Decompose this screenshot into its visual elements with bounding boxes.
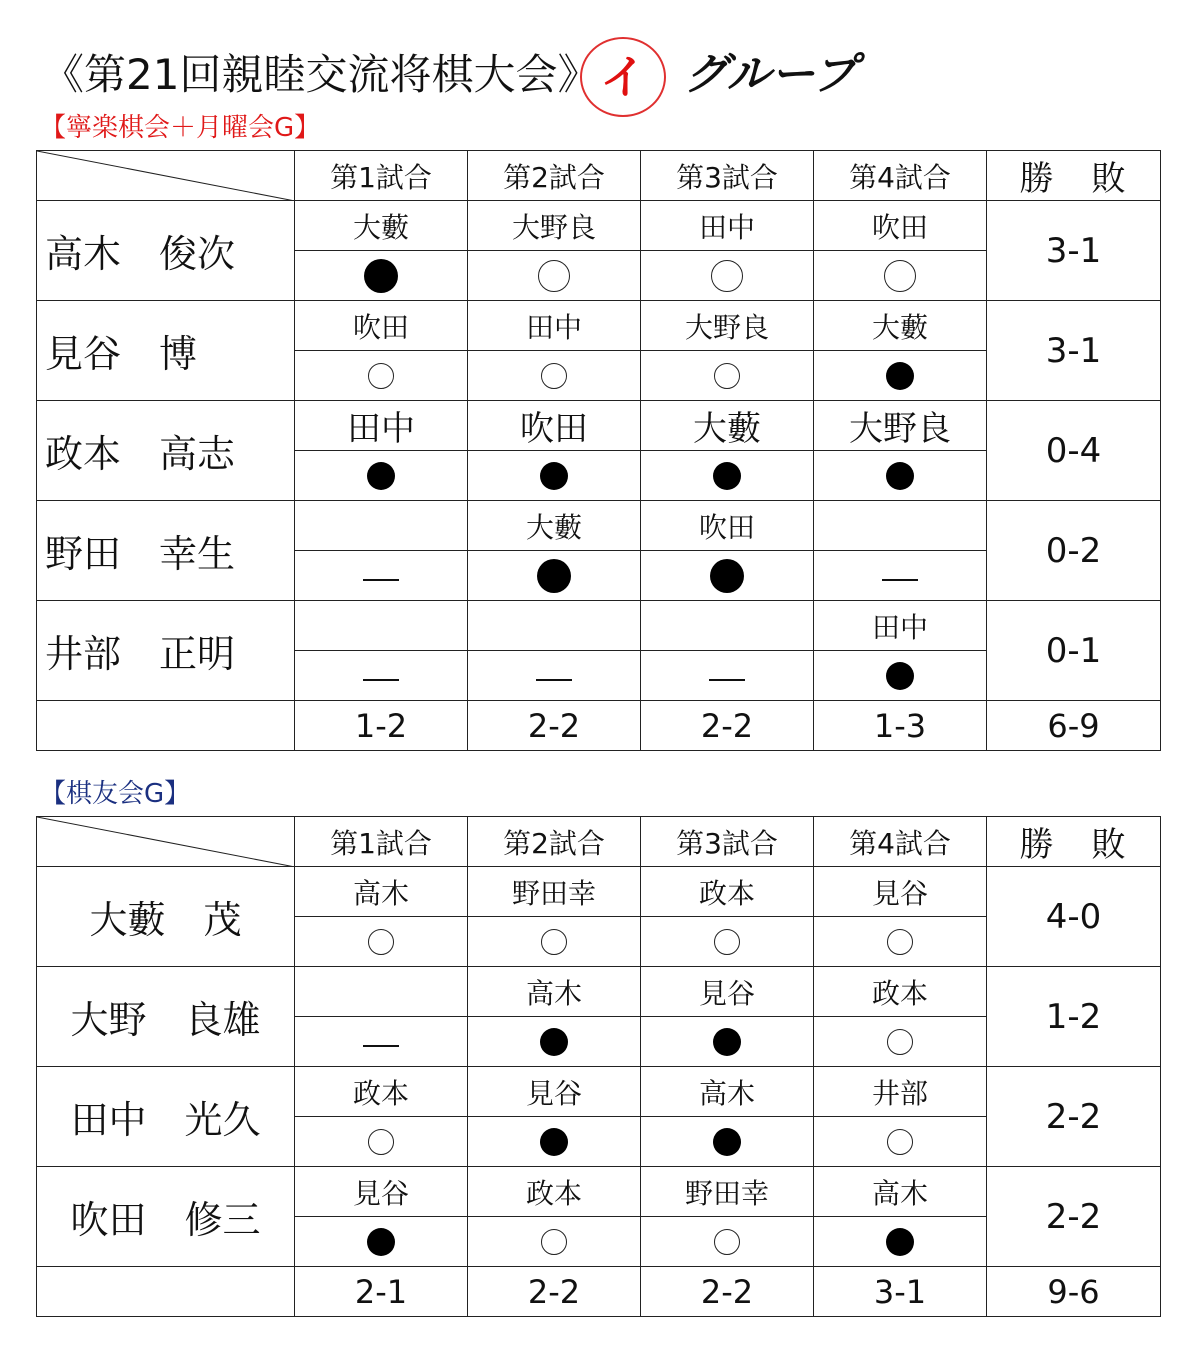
loss-mark-icon <box>540 1128 568 1156</box>
total-round-1: 1-2 <box>295 701 468 751</box>
total-round-4: 1-3 <box>814 701 987 751</box>
header-round-1: 第1試合 <box>295 151 468 201</box>
result-cell <box>814 651 987 701</box>
result-cell <box>641 1217 814 1267</box>
loss-mark-icon <box>537 559 571 593</box>
loss-mark-icon <box>367 1228 395 1256</box>
result-cell <box>814 351 987 401</box>
result-cell <box>641 351 814 401</box>
opponent-cell <box>641 601 814 651</box>
opponent-cell <box>295 501 468 551</box>
result-cell <box>295 651 468 701</box>
opponent-cell <box>295 601 468 651</box>
group-letter-circle <box>580 37 666 117</box>
result-cell <box>295 451 468 501</box>
opponent-cell: 政本 <box>814 967 987 1017</box>
win-mark-icon <box>368 929 394 955</box>
win-mark-icon <box>887 1129 913 1155</box>
opponent-cell: 井部 <box>814 1067 987 1117</box>
opponent-cell: 見谷 <box>814 867 987 917</box>
total-round-3: 2-2 <box>641 1267 814 1317</box>
opponent-cell: 高木 <box>641 1067 814 1117</box>
opponent-cell: 吹田 <box>641 501 814 551</box>
opponent-cell: 政本 <box>295 1067 468 1117</box>
opponent-cell: 田中 <box>814 601 987 651</box>
player-record: 2-2 <box>987 1067 1161 1167</box>
opponent-cell: 吹田 <box>814 201 987 251</box>
no-game-dash-icon <box>363 679 399 681</box>
result-cell <box>468 551 641 601</box>
total-round-1: 2-1 <box>295 1267 468 1317</box>
no-game-dash-icon <box>709 679 745 681</box>
opponent-cell <box>814 501 987 551</box>
result-cell <box>468 651 641 701</box>
result-cell <box>641 1017 814 1067</box>
result-cell <box>641 551 814 601</box>
results-table-2 <box>36 816 1161 1317</box>
header-round-2: 第2試合 <box>468 151 641 201</box>
player-name: 政本 高志 <box>37 401 295 501</box>
no-game-dash-icon <box>363 579 399 581</box>
opponent-cell: 吹田 <box>468 401 641 451</box>
opponent-cell: 政本 <box>641 867 814 917</box>
loss-mark-icon <box>710 559 744 593</box>
player-name: 井部 正明 <box>37 601 295 701</box>
header-win-loss: 勝 敗 <box>987 151 1161 201</box>
result-cell <box>295 1117 468 1167</box>
opponent-cell: 吹田 <box>295 301 468 351</box>
opponent-cell: 高木 <box>814 1167 987 1217</box>
result-cell <box>468 351 641 401</box>
loss-mark-icon <box>367 462 395 490</box>
opponent-cell: 田中 <box>468 301 641 351</box>
header-round-2: 第2試合 <box>468 817 641 867</box>
loss-mark-icon <box>540 462 568 490</box>
result-cell <box>468 251 641 301</box>
player-record: 3-1 <box>987 301 1161 401</box>
player-record: 2-2 <box>987 1167 1161 1267</box>
result-cell <box>641 451 814 501</box>
corner-cell <box>37 817 295 867</box>
win-mark-icon <box>541 1229 567 1255</box>
player-record: 1-2 <box>987 967 1161 1067</box>
opponent-cell: 野田幸 <box>468 867 641 917</box>
result-cell <box>468 917 641 967</box>
loss-mark-icon <box>886 462 914 490</box>
player-record: 0-2 <box>987 501 1161 601</box>
result-cell <box>468 451 641 501</box>
player-name: 見谷 博 <box>37 301 295 401</box>
header-round-3: 第3試合 <box>641 817 814 867</box>
loss-mark-icon <box>886 662 914 690</box>
win-mark-icon <box>368 363 394 389</box>
opponent-cell: 大野良 <box>641 301 814 351</box>
loss-mark-icon <box>886 362 914 390</box>
loss-mark-icon <box>713 462 741 490</box>
result-cell <box>295 251 468 301</box>
opponent-cell: 田中 <box>295 401 468 451</box>
win-mark-icon <box>368 1129 394 1155</box>
header-win-loss: 勝 敗 <box>987 817 1161 867</box>
result-cell <box>814 1117 987 1167</box>
win-mark-icon <box>714 1229 740 1255</box>
result-cell <box>468 1117 641 1167</box>
player-record: 0-1 <box>987 601 1161 701</box>
result-cell <box>641 651 814 701</box>
win-mark-icon <box>538 260 570 292</box>
win-mark-icon <box>711 260 743 292</box>
section-label-2: 【棋友会G】 <box>40 779 191 809</box>
opponent-cell: 大野良 <box>468 201 641 251</box>
result-cell <box>814 1017 987 1067</box>
total-round-2: 2-2 <box>468 1267 641 1317</box>
opponent-cell: 見谷 <box>641 967 814 1017</box>
page-title: 《第21回親睦交流将棋大会》 <box>42 50 600 99</box>
result-cell <box>295 551 468 601</box>
player-name: 大藪 茂 <box>37 867 295 967</box>
header-round-3: 第3試合 <box>641 151 814 201</box>
result-cell <box>641 1117 814 1167</box>
header-round-4: 第4試合 <box>814 817 987 867</box>
no-game-dash-icon <box>882 579 918 581</box>
totals-label-cell <box>37 1267 295 1317</box>
opponent-cell: 高木 <box>295 867 468 917</box>
opponent-cell <box>295 967 468 1017</box>
result-cell <box>295 1217 468 1267</box>
opponent-cell: 大藪 <box>468 501 641 551</box>
totals-label-cell <box>37 701 295 751</box>
result-cell <box>295 1017 468 1067</box>
result-cell <box>814 451 987 501</box>
result-cell <box>814 251 987 301</box>
diagonal-line <box>37 817 295 867</box>
section-label-1: 【寧楽棋会＋月曜会G】 <box>40 113 321 143</box>
win-mark-icon <box>887 929 913 955</box>
corner-cell <box>37 151 295 201</box>
player-name: 大野 良雄 <box>37 967 295 1067</box>
total-round-2: 2-2 <box>468 701 641 751</box>
loss-mark-icon <box>364 259 398 293</box>
opponent-cell <box>468 601 641 651</box>
player-name: 吹田 修三 <box>37 1167 295 1267</box>
result-cell <box>641 251 814 301</box>
result-cell <box>295 351 468 401</box>
result-cell <box>468 1217 641 1267</box>
player-record: 3-1 <box>987 201 1161 301</box>
player-record: 0-4 <box>987 401 1161 501</box>
opponent-cell: 見谷 <box>468 1067 641 1117</box>
opponent-cell: 政本 <box>468 1167 641 1217</box>
total-overall: 6-9 <box>987 701 1161 751</box>
win-mark-icon <box>884 260 916 292</box>
opponent-cell: 見谷 <box>295 1167 468 1217</box>
group-letter: イ <box>600 50 646 104</box>
player-name: 田中 光久 <box>37 1067 295 1167</box>
win-mark-icon <box>541 929 567 955</box>
header-round-4: 第4試合 <box>814 151 987 201</box>
no-game-dash-icon <box>363 1045 399 1047</box>
result-cell <box>814 917 987 967</box>
results-table-1 <box>36 150 1161 751</box>
player-name: 野田 幸生 <box>37 501 295 601</box>
result-cell <box>814 551 987 601</box>
result-cell <box>468 1017 641 1067</box>
result-cell <box>814 1217 987 1267</box>
total-round-4: 3-1 <box>814 1267 987 1317</box>
loss-mark-icon <box>886 1228 914 1256</box>
loss-mark-icon <box>713 1128 741 1156</box>
group-suffix: グループ <box>684 49 857 100</box>
result-cell <box>295 917 468 967</box>
opponent-cell: 高木 <box>468 967 641 1017</box>
total-round-3: 2-2 <box>641 701 814 751</box>
result-cell <box>641 917 814 967</box>
opponent-cell: 大藪 <box>814 301 987 351</box>
win-mark-icon <box>887 1029 913 1055</box>
opponent-cell: 大藪 <box>295 201 468 251</box>
header-round-1: 第1試合 <box>295 817 468 867</box>
player-record: 4-0 <box>987 867 1161 967</box>
win-mark-icon <box>714 363 740 389</box>
no-game-dash-icon <box>536 679 572 681</box>
opponent-cell: 大藪 <box>641 401 814 451</box>
diagonal-line <box>37 151 295 201</box>
opponent-cell: 野田幸 <box>641 1167 814 1217</box>
loss-mark-icon <box>540 1028 568 1056</box>
total-overall: 9-6 <box>987 1267 1161 1317</box>
win-mark-icon <box>541 363 567 389</box>
player-name: 高木 俊次 <box>37 201 295 301</box>
opponent-cell: 大野良 <box>814 401 987 451</box>
loss-mark-icon <box>713 1028 741 1056</box>
opponent-cell: 田中 <box>641 201 814 251</box>
win-mark-icon <box>714 929 740 955</box>
